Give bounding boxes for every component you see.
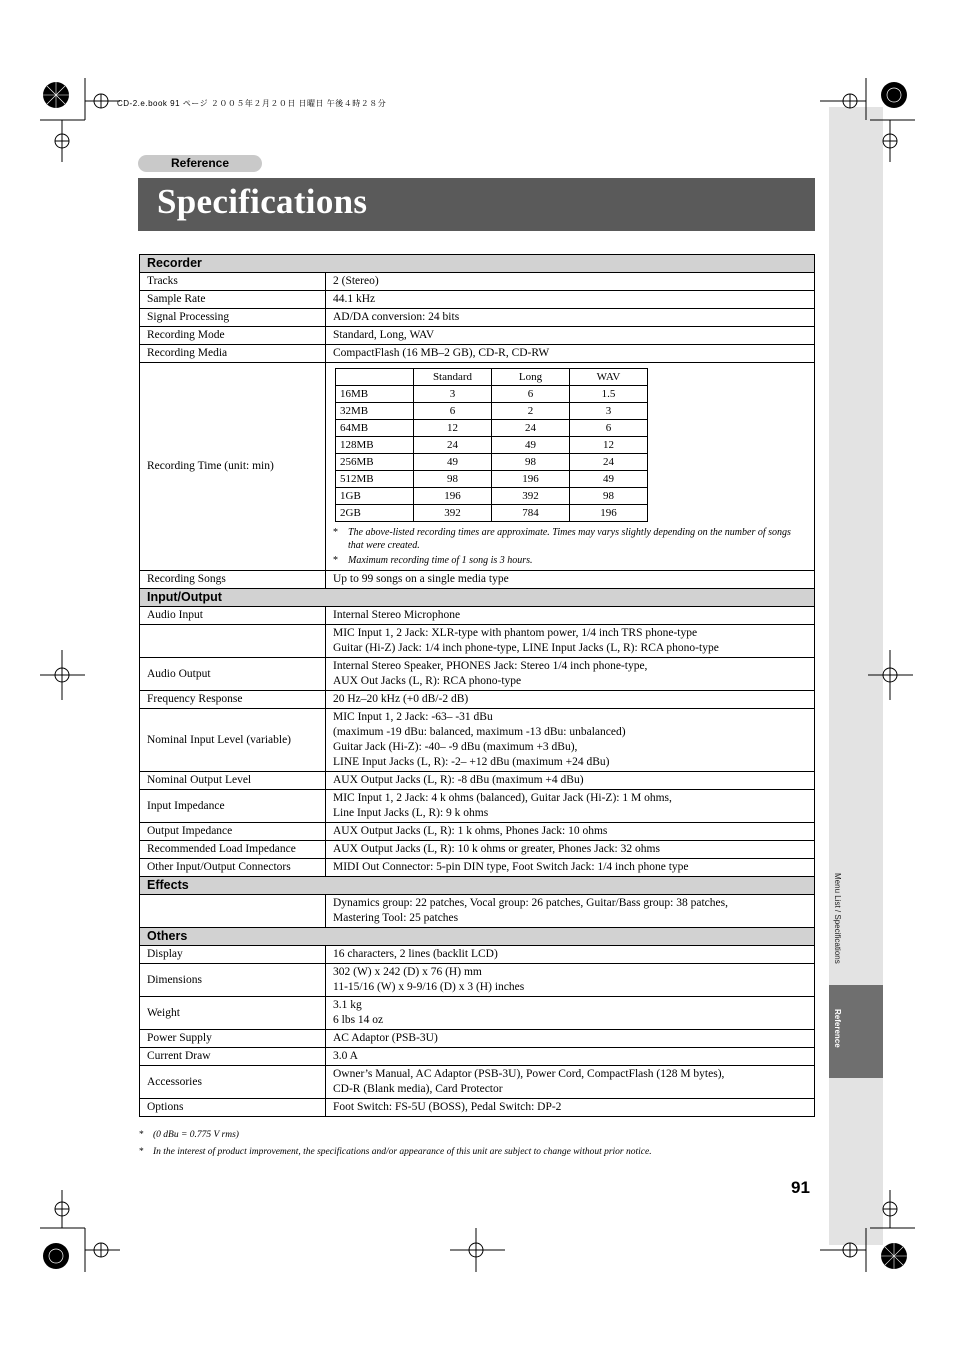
spec-key (140, 895, 326, 928)
spec-value: Foot Switch: FS-5U (BOSS), Pedal Switch: DP-2 (326, 1099, 815, 1117)
recording-time-row (336, 386, 648, 403)
section-heading: Input/Output (140, 589, 815, 607)
table-row (140, 823, 815, 841)
table-row (140, 859, 815, 877)
spec-value: 3.0 A (326, 1048, 815, 1066)
value-line: 302 (W) x 242 (D) x 76 (H) mm (333, 966, 482, 978)
time-long: 196 (492, 471, 570, 488)
time-standard: 196 (414, 488, 492, 505)
spec-key: Other Input/Output Connectors (140, 859, 326, 877)
recording-time-header-row (336, 369, 648, 386)
section-heading: Others (140, 928, 815, 946)
table-row (140, 309, 815, 327)
media-size: 64MB (336, 420, 414, 437)
time-long: 392 (492, 488, 570, 505)
time-standard: 6 (414, 403, 492, 420)
table-row (140, 1030, 815, 1048)
spec-key: Audio Output (140, 658, 326, 691)
spec-value: AUX Output Jacks (L, R): 10 k ohms or greater, Phones Jack: 32 ohms (326, 841, 815, 859)
spec-value: 2 (Stereo) (326, 273, 815, 291)
value-line: 6 lbs 14 oz (333, 1014, 384, 1026)
spec-key: Recording Songs (140, 571, 326, 589)
value-line: Guitar (Hi-Z) Jack: 1/4 inch phone-type, LINE Input Jacks (L, R): RCA phono-type (333, 642, 719, 654)
time-standard: 392 (414, 505, 492, 522)
spec-key: Current Draw (140, 1048, 326, 1066)
section-header-recorder (140, 255, 815, 273)
spec-key: Output Impedance (140, 823, 326, 841)
table-row (140, 790, 815, 823)
spec-value (326, 363, 815, 571)
time-standard: 12 (414, 420, 492, 437)
table-row (140, 291, 815, 309)
section-heading: Recorder (140, 255, 815, 273)
table-row (140, 658, 815, 691)
spec-key: Sample Rate (140, 291, 326, 309)
time-wav: 98 (570, 488, 648, 505)
footnote: * (0 dBu = 0.775 V rms) (139, 1130, 239, 1140)
spec-value (326, 964, 815, 997)
spec-key: Audio Input (140, 607, 326, 625)
footnote-text: (0 dBu = 0.775 V rms) (153, 1130, 239, 1140)
time-long: 24 (492, 420, 570, 437)
value-line: Mastering Tool: 25 patches (333, 912, 459, 924)
recording-time-note: * The above-listed recording times are approximate. Times may varys slightly depending on the number of songs that were created. (333, 527, 791, 551)
time-wav: 49 (570, 471, 648, 488)
footnote-text: In the interest of product improvement, the specifications and/or appearance of this unit are subject to change without prior notice. (153, 1147, 652, 1157)
recording-time-row (336, 471, 648, 488)
spec-value: Up to 99 songs on a single media type (326, 571, 815, 589)
value-line: Dynamics group: 22 patches, Vocal group: 26 patches, Guitar/Bass group: 38 patches, (333, 897, 728, 909)
table-row (140, 625, 815, 658)
table-row-recording-time (140, 363, 815, 571)
spec-value (326, 625, 815, 658)
media-size: 16MB (336, 386, 414, 403)
section-header-effects (140, 877, 815, 895)
time-long: 784 (492, 505, 570, 522)
media-size: 128MB (336, 437, 414, 454)
section-header-others (140, 928, 815, 946)
spec-value (326, 658, 815, 691)
spec-value (326, 1066, 815, 1099)
time-long: 6 (492, 386, 570, 403)
spec-key: Signal Processing (140, 309, 326, 327)
table-row (140, 895, 815, 928)
spec-key: Recommended Load Impedance (140, 841, 326, 859)
section-heading: Effects (140, 877, 815, 895)
value-line: CD-R (Blank media), Card Protector (333, 1083, 503, 1095)
spec-value: AUX Output Jacks (L, R): -8 dBu (maximum +4 dBu) (326, 772, 815, 790)
value-line: AUX Out Jacks (L, R): RCA phono-type (333, 675, 522, 687)
value-line: MIC Input 1, 2 Jack: -63– -31 dBu (333, 711, 493, 723)
table-row (140, 964, 815, 997)
media-size: 256MB (336, 454, 414, 471)
recording-time-header: WAV (570, 369, 648, 386)
recording-time-row (336, 437, 648, 454)
table-row (140, 1066, 815, 1099)
spec-value (326, 895, 815, 928)
specifications-table (139, 254, 815, 1117)
table-row (140, 997, 815, 1030)
table-row (140, 345, 815, 363)
print-header-line: CD-2.e.book 91 ページ ２００５年２月２０日 日曜日 午後４時２８分 (117, 99, 387, 108)
spec-value: AD/DA conversion: 24 bits (326, 309, 815, 327)
value-line: 3.1 kg (333, 999, 362, 1011)
value-line: LINE Input Jacks (L, R): -2– +12 dBu (maximum +24 dBu) (333, 756, 610, 768)
time-wav: 196 (570, 505, 648, 522)
time-standard: 3 (414, 386, 492, 403)
time-standard: 98 (414, 471, 492, 488)
note-text: The above-listed recording times are approximate. Times may varys slightly depending on the number of songs that were created. (348, 527, 791, 551)
title-bar (138, 178, 815, 231)
table-row (140, 607, 815, 625)
spec-value: AC Adaptor (PSB-3U) (326, 1030, 815, 1048)
note-text: Maximum recording time of 1 song is 3 hours. (348, 555, 533, 566)
table-row (140, 946, 815, 964)
spec-key: Power Supply (140, 1030, 326, 1048)
section-tab-reference: Reference (138, 155, 262, 172)
spec-key: Recording Media (140, 345, 326, 363)
spec-value: MIDI Out Connector: 5-pin DIN type, Foot Switch Jack: 1/4 inch phone type (326, 859, 815, 877)
table-row (140, 1048, 815, 1066)
recording-time-row (336, 488, 648, 505)
value-line: 11-15/16 (W) x 9-9/16 (D) x 3 (H) inches (333, 981, 525, 993)
table-row (140, 1099, 815, 1117)
spec-key: Nominal Input Level (variable) (140, 709, 326, 772)
spec-key: Accessories (140, 1066, 326, 1099)
side-label-reference: Reference (833, 1009, 842, 1048)
value-line: Guitar Jack (Hi-Z): -40– -9 dBu (maximum +3 dBu), (333, 741, 578, 753)
media-size: 2GB (336, 505, 414, 522)
value-line: MIC Input 1, 2 Jack: XLR-type with phantom power, 1/4 inch TRS phone-type (333, 627, 698, 639)
spec-key (140, 625, 326, 658)
time-long: 49 (492, 437, 570, 454)
value-line: Line Input Jacks (L, R): 9 k ohms (333, 807, 489, 819)
media-size: 32MB (336, 403, 414, 420)
recording-time-row (336, 505, 648, 522)
footnote: * In the interest of product improvement, the specifications and/or appearance of this unit are subject to change without prior notice. (139, 1147, 652, 1157)
spec-value: Internal Stereo Microphone (326, 607, 815, 625)
table-row (140, 772, 815, 790)
media-size: 1GB (336, 488, 414, 505)
time-wav: 24 (570, 454, 648, 471)
side-label-menu: Menu List / Specifications (833, 873, 842, 964)
spec-key: Weight (140, 997, 326, 1030)
recording-time-table (335, 368, 648, 522)
recording-time-row (336, 454, 648, 471)
recording-time-row (336, 403, 648, 420)
section-header-input-output (140, 589, 815, 607)
spec-value (326, 997, 815, 1030)
time-wav: 12 (570, 437, 648, 454)
value-line: MIC Input 1, 2 Jack: 4 k ohms (balanced), Guitar Jack (Hi-Z): 1 M ohms, (333, 792, 672, 804)
time-long: 98 (492, 454, 570, 471)
recording-time-note: * Maximum recording time of 1 song is 3 hours. (333, 555, 533, 566)
spec-value: 16 characters, 2 lines (backlit LCD) (326, 946, 815, 964)
spec-key: Nominal Output Level (140, 772, 326, 790)
value-line: (maximum -19 dBu: balanced, maximum -13 dBu: unbalanced) (333, 726, 626, 738)
spec-value (326, 709, 815, 772)
spec-value: CompactFlash (16 MB–2 GB), CD-R, CD-RW (326, 345, 815, 363)
spec-key: Input Impedance (140, 790, 326, 823)
spec-value: 20 Hz–20 kHz (+0 dB/-2 dB) (326, 691, 815, 709)
time-long: 2 (492, 403, 570, 420)
media-size: 512MB (336, 471, 414, 488)
table-row (140, 691, 815, 709)
spec-key: Recording Mode (140, 327, 326, 345)
spec-key: Tracks (140, 273, 326, 291)
recording-time-row (336, 420, 648, 437)
page-title: Specifications (157, 182, 368, 221)
table-row (140, 841, 815, 859)
spec-key: Options (140, 1099, 326, 1117)
time-standard: 24 (414, 437, 492, 454)
recording-time-header (336, 369, 414, 386)
recording-time-header: Standard (414, 369, 492, 386)
table-row (140, 571, 815, 589)
spec-value: 44.1 kHz (326, 291, 815, 309)
time-standard: 49 (414, 454, 492, 471)
spec-value: Standard, Long, WAV (326, 327, 815, 345)
spec-value: AUX Output Jacks (L, R): 1 k ohms, Phones Jack: 10 ohms (326, 823, 815, 841)
value-line: Internal Stereo Speaker, PHONES Jack: Stereo 1/4 inch phone-type, (333, 660, 648, 672)
table-row (140, 273, 815, 291)
spec-key: Recording Time (unit: min) (140, 363, 326, 571)
spec-value (326, 790, 815, 823)
spec-key: Dimensions (140, 964, 326, 997)
spec-key: Frequency Response (140, 691, 326, 709)
recording-time-header: Long (492, 369, 570, 386)
time-wav: 6 (570, 420, 648, 437)
time-wav: 1.5 (570, 386, 648, 403)
value-line: Owner’s Manual, AC Adaptor (PSB-3U), Power Cord, CompactFlash (128 M bytes), (333, 1068, 725, 1080)
table-row (140, 327, 815, 345)
table-row (140, 709, 815, 772)
page-number: 91 (791, 1178, 810, 1197)
time-wav: 3 (570, 403, 648, 420)
spec-key: Display (140, 946, 326, 964)
